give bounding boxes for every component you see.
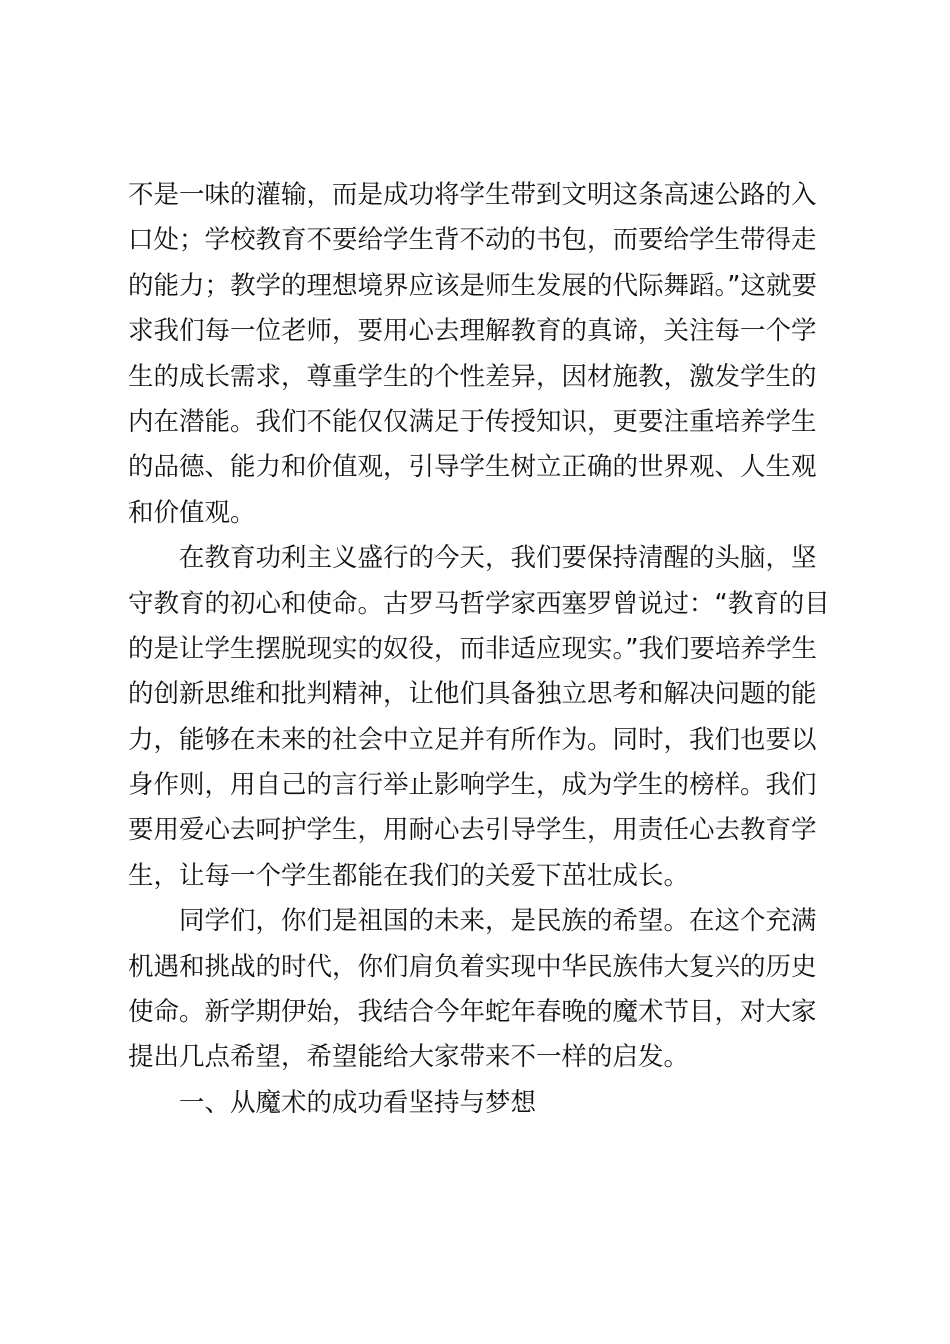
section-heading: 一、从魔术的成功看坚持与梦想 [128, 1087, 537, 1118]
text-line: 机遇和挑战的时代，你们肩负着实现中华民族伟大复兴的历史 [128, 951, 817, 982]
text-line: 力，能够在未来的社会中立足并有所作为。同时，我们也要以 [128, 724, 817, 755]
text-line: 生，让每一个学生都能在我们的关爱下茁壮成长。 [128, 860, 690, 891]
text-line: 的品德、能力和价值观，引导学生树立正确的世界观、人生观 [128, 452, 817, 483]
text-line: 的能力；教学的理想境界应该是师生发展的代际舞蹈。”这就要 [128, 270, 817, 301]
text-line: 身作则，用自己的言行举止影响学生，成为学生的榜样。我们 [128, 770, 817, 801]
text-line: 在教育功利主义盛行的今天，我们要保持清醒的头脑，坚 [128, 543, 817, 574]
text-line: 的创新思维和批判精神，让他们具备独立思考和解决问题的能 [128, 679, 817, 710]
text-line: 使命。新学期伊始，我结合今年蛇年春晚的魔术节目，对大家 [128, 997, 817, 1028]
text-line: 的是让学生摆脱现实的奴役，而非适应现实。”我们要培养学生 [128, 633, 817, 664]
text-line: 生的成长需求，尊重学生的个性差异，因材施教，激发学生的 [128, 361, 817, 392]
body-text [128, 173, 828, 1126]
text-line: 守教育的初心和使命。古罗马哲学家西塞罗曾说过：“教育的目 [128, 588, 830, 619]
text-line: 提出几点希望，希望能给大家带来不一样的启发。 [128, 1042, 690, 1073]
text-line: 要用爱心去呵护学生，用耐心去引导学生，用责任心去教育学 [128, 815, 817, 846]
text-line: 和价值观。 [128, 497, 256, 528]
text-line: 内在潜能。我们不能仅仅满足于传授知识，更要注重培养学生 [128, 406, 817, 437]
text-line: 不是一味的灌输，而是成功将学生带到文明这条高速公路的入 [128, 180, 817, 210]
text-line: 同学们，你们是祖国的未来，是民族的希望。在这个充满 [128, 906, 817, 937]
text-line: 求我们每一位老师，要用心去理解教育的真谛，关注每一个学 [128, 316, 817, 347]
text-line: 口处；学校教育不要给学生背不动的书包，而要给学生带得走 [128, 225, 817, 256]
